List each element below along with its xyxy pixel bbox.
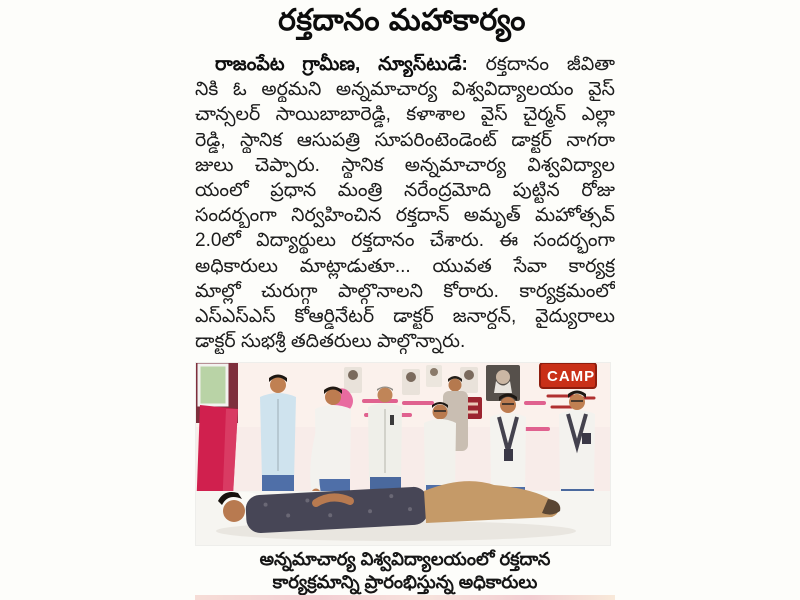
portrait-face [464, 370, 474, 380]
green-notice-board [199, 365, 227, 405]
leader-face [496, 370, 510, 384]
news-photo [196, 363, 610, 545]
portrait-face [348, 370, 358, 380]
article-line: అధికారులు మాట్లాడుతూ... యువత సేవా కార్యక్ర [195, 255, 615, 277]
article-line: నికి ఓ అర్థమని అన్నమాచార్య విశ్వవిద్యాలయం వైస్ [195, 79, 615, 101]
caption-line: అన్నమాచార్య విశ్వవిద్యాలయంలో రక్తదాన [259, 549, 551, 569]
article-line: మాల్లో చురుగ్గా పాల్గొనాలని కోరారు. కార్యక్రమంలో [195, 280, 615, 302]
article-body [195, 52, 615, 354]
article-line: 2.0లో విద్యార్థులు రక్తదానం చేశారు. ఈ సందర్భంగా [195, 230, 615, 252]
id-card [582, 433, 591, 444]
article-line: సందర్భంగా నిర్వహించిన రక్తదాన్ అమృత్ మహోత్సవ్ [195, 205, 615, 227]
portrait-face [430, 368, 438, 376]
article-line [195, 52, 615, 77]
adjacent-article-edge [195, 595, 615, 600]
article-line: రెడ్డి, స్థానిక ఆసుపత్రి సూపరింటెండెంట్ డాక్టర్ నాగరా [195, 129, 615, 151]
reaching-arm [315, 433, 320, 491]
article-lead-text: రక్తదానం జీవితా [467, 54, 615, 75]
article-line: యంలో ప్రధాన మంత్రి నరేంద్రమోది పుట్టిన రోజు [195, 180, 615, 202]
article-line: డాక్టర్ సుభశ్రీ తదితరులు పాల్గొన్నారు. [195, 331, 466, 353]
dateline: రాజంపేట గ్రామీణ, న్యూస్‌టుడే: [215, 54, 468, 75]
article-line: చాన్సలర్ సాయిబాబారెడ్డి, కళాశాల వైస్ చైర్మన్ ఎల్లా [195, 104, 615, 126]
headline: రక్తదానం మహాకార్యం [278, 4, 526, 37]
camp-banner-text: CAMP [547, 368, 596, 385]
portrait-face [406, 372, 416, 382]
stage-left [196, 363, 238, 513]
article-line: ఎస్ఎస్ఎస్ కోఆర్డినేటర్ డాక్టర్ జనార్ధన్, వైద్యురాలు [195, 306, 615, 328]
pocket-pen [390, 415, 394, 425]
photo-caption [195, 548, 615, 593]
caption-line: కార్యక్రమాన్ని ప్రారంభిస్తున్న అధికారులు [272, 571, 538, 592]
donor-head [223, 500, 245, 522]
article-line: జులు చెప్పారు. స్థానిక అన్నమాచార్య విశ్వవిద్యాల [195, 154, 615, 176]
photo-illustration [196, 363, 610, 545]
id-card [504, 449, 513, 461]
